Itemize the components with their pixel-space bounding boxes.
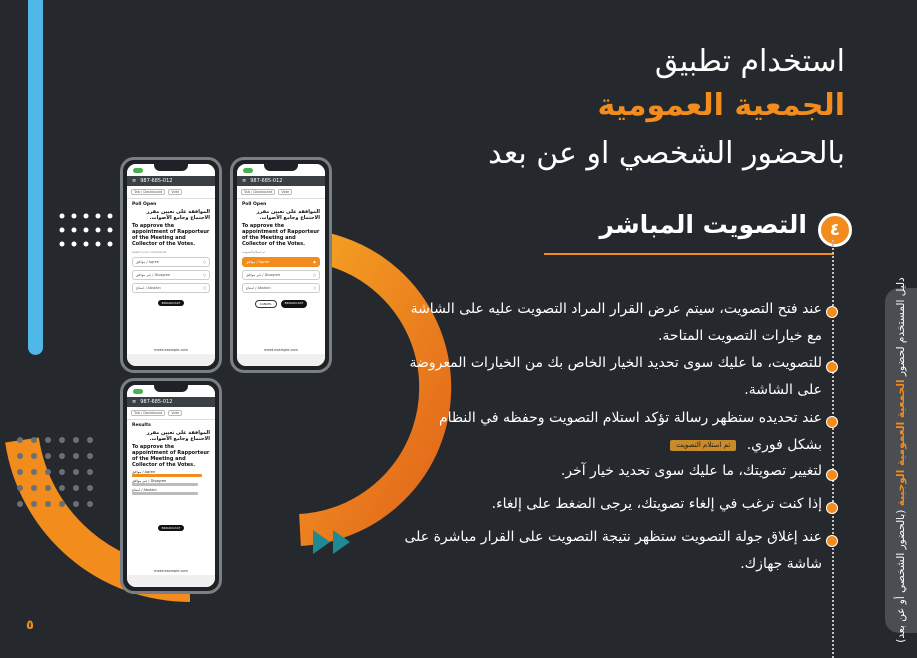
- url-bar: meet.example.com: [154, 569, 188, 573]
- result-row: غير موافق / Disagree: [132, 479, 210, 486]
- menu-icon: ≡: [132, 399, 137, 405]
- tab-vote: Vote: [168, 410, 182, 416]
- resolution-ar: الموافقة على تعيين مقرر الاجتماع وجامع الأصوات.: [256, 209, 320, 221]
- meeting-id: 987-685-012: [250, 178, 283, 184]
- url-bar: meet.example.com: [264, 348, 298, 352]
- bullet-marker: [826, 502, 838, 514]
- tab-dashboard: Tab / Dashboard: [131, 410, 165, 416]
- side-tab-label: [895, 277, 907, 642]
- side-label-suffix: (بالحضور الشخصي أو عن بعد): [895, 509, 907, 643]
- bullet-text: للتصويت، ما عليك سوى تحديد الخيار الخاص بك من الخيارات المعروضة على الشاشة.: [409, 355, 822, 398]
- vote-hint: Select your vote below: [132, 250, 167, 254]
- vote-option: امتناع / Abstain ○: [132, 283, 210, 293]
- resolution-en: To approve the appointment of Rapporteur of the Meeting and Collector of the Votes.: [242, 223, 320, 247]
- resolution-en: To approve the appointment of Rapporteur of the Meeting and Collector of the Votes.: [132, 223, 210, 247]
- url-bar: meet.example.com: [154, 348, 188, 352]
- tab-vote: Vote: [168, 189, 182, 195]
- side-label-prefix: دليل المستخدم لحضور: [895, 277, 907, 377]
- resolution-ar: الموافقة على تعيين مقرر الاجتماع وجامع الأصوات.: [146, 209, 210, 221]
- phone-screen: [237, 164, 325, 366]
- vote-option: موافق / Agree ○: [132, 257, 210, 267]
- bullet-item-3: [402, 405, 822, 459]
- status-pill: [133, 168, 143, 173]
- tab-dashboard: Tab / Dashboard: [131, 189, 165, 195]
- bullet-marker: [826, 306, 838, 318]
- menu-icon: ≡: [132, 178, 137, 184]
- status-pill: [243, 168, 253, 173]
- broadcast-button: BROADCAST: [158, 525, 185, 531]
- result-row: موافق / Agree: [132, 470, 210, 477]
- menu-icon: ≡: [242, 178, 247, 184]
- meeting-id: 987-685-012: [140, 178, 173, 184]
- broadcast-button: BROADCAST: [158, 300, 185, 306]
- result-row: امتناع / Abstain: [132, 488, 210, 495]
- phone-mockup-poll-open: [120, 157, 222, 373]
- poll-status: Poll Open: [242, 202, 267, 207]
- title-line-3: بالحضور الشخصي او عن بعد: [488, 136, 845, 171]
- title-line-2: الجمعية العمومية: [597, 88, 845, 123]
- vote-option-selected: موافق / Agree ◉: [242, 257, 320, 267]
- broadcast-button: BROADCAST: [281, 300, 308, 308]
- tab-dashboard: Tab / Dashboard: [241, 189, 275, 195]
- meeting-id: 987-685-012: [140, 399, 173, 405]
- vote-confirm-hint: تم استلام التصويت: [242, 250, 266, 254]
- poll-status: Poll Open: [132, 202, 157, 207]
- browser-toolbar: [127, 354, 215, 366]
- title-line-1: استخدام تطبيق: [654, 44, 845, 79]
- section-title: التصويت المباشر: [599, 210, 807, 239]
- bullet-text: إذا كنت ترغب في إلغاء تصويتك، يرجى الضغط على إلغاء.: [491, 496, 822, 512]
- page-number: ٥: [26, 618, 34, 633]
- bullet-text: عند إغلاق جولة التصويت ستظهر نتيجة التصويت على القرار مباشرة على شاشة جهازك.: [404, 529, 822, 572]
- cancel-button: CANCEL: [255, 300, 277, 308]
- vote-option: غير موافق / Disagree ○: [132, 270, 210, 280]
- section-number-badge: ٤: [818, 213, 852, 247]
- dot-grid-upper: [60, 214, 113, 247]
- vote-option: غير موافق / Disagree ○: [242, 270, 320, 280]
- section-underline: [544, 253, 834, 255]
- vote-received-badge: تم استلام التصويت: [670, 440, 736, 451]
- tab-vote: Vote: [278, 189, 292, 195]
- phone-screen: [127, 385, 215, 587]
- phone-mockup-results: [120, 378, 222, 594]
- resolution-ar: الموافقة على تعيين مقرر الاجتماع وجامع الأصوات.: [146, 430, 210, 442]
- browser-toolbar: [237, 354, 325, 366]
- bullet-marker: [826, 416, 838, 428]
- phone-mockup-vote-selected: [230, 157, 332, 373]
- bullet-marker: [826, 535, 838, 547]
- bullet-text: عند فتح التصويت، سيتم عرض القرار المراد التصويت عليه على الشاشة مع خيارات التصويت المتاحة.: [410, 301, 822, 344]
- status-pill: [133, 389, 143, 394]
- bullet-marker: [826, 469, 838, 481]
- resolution-en: To approve the appointment of Rapporteur of the Meeting and Collector of the Votes.: [132, 444, 210, 468]
- side-label-highlight: الجمعية العمومية الوجيبة: [895, 379, 907, 507]
- blue-accent-bar: [28, 0, 43, 355]
- dotted-timeline: [832, 240, 834, 658]
- bullet-text: لتغيير تصويتك، ما عليك سوى تحديد خيار آخر.: [560, 463, 822, 479]
- phone-screen: [127, 164, 215, 366]
- bullet-text: عند تحديده ستظهر رسالة تؤكد استلام التصويت وحفظه في النظام بشكل فوري.: [438, 410, 822, 453]
- vote-option: امتناع / Abstain ○: [242, 283, 320, 293]
- poll-status: Results: [132, 423, 151, 428]
- bullet-marker: [826, 361, 838, 373]
- browser-toolbar: [127, 575, 215, 587]
